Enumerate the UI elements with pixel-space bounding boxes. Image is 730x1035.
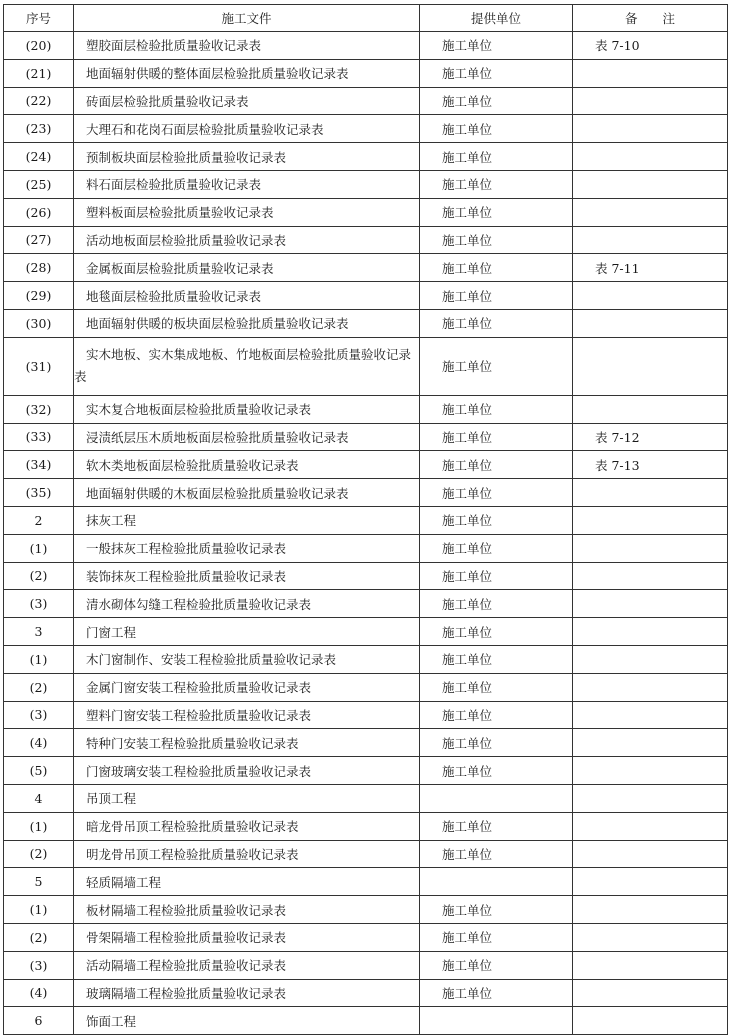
row-remarks (573, 282, 728, 310)
row-document: 地面辐射供暖的整体面层检验批质量验收记录表 (74, 59, 420, 87)
row-provider: 施工单位 (420, 896, 573, 924)
row-remarks (573, 198, 728, 226)
row-remarks (573, 170, 728, 198)
row-document: 木门窗制作、安装工程检验批质量验收记录表 (74, 645, 420, 673)
row-index: 3 (4, 618, 74, 646)
row-document: 明龙骨吊顶工程检验批质量验收记录表 (74, 840, 420, 868)
table-row (4, 757, 728, 785)
row-index: (33) (4, 423, 74, 451)
table-row (4, 868, 728, 896)
row-provider (420, 1007, 573, 1035)
row-document: 清水砌体勾缝工程检验批质量验收记录表 (74, 590, 420, 618)
table-row (4, 951, 728, 979)
row-remarks: 表 7-13 (573, 451, 728, 479)
row-remarks (573, 923, 728, 951)
row-index: (32) (4, 395, 74, 423)
row-remarks (573, 562, 728, 590)
table-row (4, 729, 728, 757)
table-row (4, 87, 728, 115)
row-document: 特种门安装工程检验批质量验收记录表 (74, 729, 420, 757)
row-document: 料石面层检验批质量验收记录表 (74, 170, 420, 198)
row-document: 门窗玻璃安装工程检验批质量验收记录表 (74, 757, 420, 785)
table-row (4, 784, 728, 812)
row-provider: 施工单位 (420, 590, 573, 618)
table-row (4, 590, 728, 618)
row-index: (31) (4, 337, 74, 395)
table-row (4, 645, 728, 673)
row-document: 活动地板面层检验批质量验收记录表 (74, 226, 420, 254)
table-row (4, 896, 728, 924)
row-remarks (573, 226, 728, 254)
row-document: 塑料板面层检验批质量验收记录表 (74, 198, 420, 226)
table-row (4, 254, 728, 282)
row-remarks (573, 115, 728, 143)
header-document: 施工文件 (74, 5, 420, 32)
row-document: 砖面层检验批质量验收记录表 (74, 87, 420, 115)
row-remarks (573, 645, 728, 673)
row-remarks (573, 951, 728, 979)
table-row (4, 1007, 728, 1035)
row-remarks (573, 534, 728, 562)
header-remarks: 备 注 (573, 5, 728, 32)
row-provider: 施工单位 (420, 115, 573, 143)
row-index: (1) (4, 645, 74, 673)
row-provider: 施工单位 (420, 337, 573, 395)
row-remarks (573, 757, 728, 785)
table-row (4, 59, 728, 87)
row-index: 2 (4, 506, 74, 534)
row-provider: 施工单位 (420, 423, 573, 451)
header-row (4, 5, 728, 32)
row-provider: 施工单位 (420, 32, 573, 60)
row-document: 软木类地板面层检验批质量验收记录表 (74, 451, 420, 479)
row-document: 活动隔墙工程检验批质量验收记录表 (74, 951, 420, 979)
row-remarks (573, 309, 728, 337)
row-provider: 施工单位 (420, 729, 573, 757)
row-index: (25) (4, 170, 74, 198)
row-remarks (573, 618, 728, 646)
row-document: 金属门窗安装工程检验批质量验收记录表 (74, 673, 420, 701)
row-remarks (573, 479, 728, 507)
row-provider (420, 784, 573, 812)
row-document: 地面辐射供暖的木板面层检验批质量验收记录表 (74, 479, 420, 507)
table-row (4, 115, 728, 143)
header-index: 序号 (4, 5, 74, 32)
row-index: (4) (4, 729, 74, 757)
row-index: (35) (4, 479, 74, 507)
table-row (4, 812, 728, 840)
table-row (4, 618, 728, 646)
row-document: 门窗工程 (74, 618, 420, 646)
table-row (4, 506, 728, 534)
table-row (4, 395, 728, 423)
row-index: (2) (4, 673, 74, 701)
row-remarks (573, 840, 728, 868)
row-document: 饰面工程 (74, 1007, 420, 1035)
row-provider: 施工单位 (420, 226, 573, 254)
table-row (4, 282, 728, 310)
row-remarks (573, 812, 728, 840)
row-remarks: 表 7-10 (573, 32, 728, 60)
row-document: 地面辐射供暖的板块面层检验批质量验收记录表 (74, 309, 420, 337)
row-remarks (573, 1007, 728, 1035)
table-row (4, 32, 728, 60)
row-document: 装饰抹灰工程检验批质量验收记录表 (74, 562, 420, 590)
row-provider: 施工单位 (420, 479, 573, 507)
table-row (4, 979, 728, 1007)
table-row (4, 143, 728, 171)
row-document: 轻质隔墙工程 (74, 868, 420, 896)
header-provider: 提供单位 (420, 5, 573, 32)
row-provider: 施工单位 (420, 534, 573, 562)
table-row (4, 170, 728, 198)
row-index: (2) (4, 840, 74, 868)
row-index: (27) (4, 226, 74, 254)
row-index: (1) (4, 812, 74, 840)
row-document: 塑胶面层检验批质量验收记录表 (74, 32, 420, 60)
row-index: (23) (4, 115, 74, 143)
row-index: 5 (4, 868, 74, 896)
row-index: (4) (4, 979, 74, 1007)
row-document: 金属板面层检验批质量验收记录表 (74, 254, 420, 282)
row-provider: 施工单位 (420, 59, 573, 87)
row-index: (26) (4, 198, 74, 226)
row-provider: 施工单位 (420, 701, 573, 729)
table-row (4, 423, 728, 451)
row-index: (29) (4, 282, 74, 310)
row-remarks (573, 896, 728, 924)
row-provider: 施工单位 (420, 840, 573, 868)
row-document: 板材隔墙工程检验批质量验收记录表 (74, 896, 420, 924)
row-provider: 施工单位 (420, 562, 573, 590)
row-remarks (573, 784, 728, 812)
row-remarks (573, 868, 728, 896)
row-remarks (573, 59, 728, 87)
row-provider: 施工单位 (420, 506, 573, 534)
table-row (4, 534, 728, 562)
table-row (4, 479, 728, 507)
row-remarks (573, 701, 728, 729)
row-provider: 施工单位 (420, 170, 573, 198)
row-document: 实木地板、实木集成地板、竹地板面层检验批质量验收记录表 (74, 337, 420, 395)
row-document: 暗龙骨吊顶工程检验批质量验收记录表 (74, 812, 420, 840)
row-index: (21) (4, 59, 74, 87)
table-row (4, 451, 728, 479)
row-index: 4 (4, 784, 74, 812)
row-provider: 施工单位 (420, 395, 573, 423)
row-remarks: 表 7-11 (573, 254, 728, 282)
row-index: 6 (4, 1007, 74, 1035)
construction-documents-table (3, 4, 728, 1035)
row-document: 骨架隔墙工程检验批质量验收记录表 (74, 923, 420, 951)
table-row (4, 701, 728, 729)
row-remarks (573, 87, 728, 115)
row-remarks (573, 673, 728, 701)
row-index: (22) (4, 87, 74, 115)
row-index: (1) (4, 896, 74, 924)
row-provider: 施工单位 (420, 198, 573, 226)
row-document: 预制板块面层检验批质量验收记录表 (74, 143, 420, 171)
row-provider: 施工单位 (420, 979, 573, 1007)
table-row (4, 923, 728, 951)
row-index: (30) (4, 309, 74, 337)
row-document: 一般抹灰工程检验批质量验收记录表 (74, 534, 420, 562)
table-row (4, 198, 728, 226)
table-row (4, 562, 728, 590)
row-index: (1) (4, 534, 74, 562)
row-provider: 施工单位 (420, 143, 573, 171)
row-index: (3) (4, 951, 74, 979)
row-provider: 施工单位 (420, 757, 573, 785)
row-document: 浸渍纸层压木质地板面层检验批质量验收记录表 (74, 423, 420, 451)
row-provider: 施工单位 (420, 812, 573, 840)
row-remarks (573, 337, 728, 395)
row-provider: 施工单位 (420, 673, 573, 701)
table-row (4, 309, 728, 337)
table-row (4, 226, 728, 254)
row-remarks (573, 506, 728, 534)
row-remarks: 表 7-12 (573, 423, 728, 451)
row-index: (24) (4, 143, 74, 171)
row-provider: 施工单位 (420, 645, 573, 673)
row-document: 塑料门窗安装工程检验批质量验收记录表 (74, 701, 420, 729)
row-remarks (573, 143, 728, 171)
table-row (4, 840, 728, 868)
row-document: 地毯面层检验批质量验收记录表 (74, 282, 420, 310)
row-provider: 施工单位 (420, 309, 573, 337)
row-provider: 施工单位 (420, 618, 573, 646)
row-index: (5) (4, 757, 74, 785)
row-document: 抹灰工程 (74, 506, 420, 534)
table-row (4, 673, 728, 701)
row-provider: 施工单位 (420, 254, 573, 282)
row-remarks (573, 590, 728, 618)
row-provider: 施工单位 (420, 951, 573, 979)
row-document: 大理石和花岗石面层检验批质量验收记录表 (74, 115, 420, 143)
row-index: (2) (4, 562, 74, 590)
row-index: (20) (4, 32, 74, 60)
row-remarks (573, 729, 728, 757)
row-index: (34) (4, 451, 74, 479)
row-remarks (573, 979, 728, 1007)
row-provider: 施工单位 (420, 87, 573, 115)
row-document: 玻璃隔墙工程检验批质量验收记录表 (74, 979, 420, 1007)
row-index: (3) (4, 701, 74, 729)
table-row (4, 337, 728, 395)
row-document: 吊顶工程 (74, 784, 420, 812)
row-provider: 施工单位 (420, 923, 573, 951)
row-provider (420, 868, 573, 896)
row-provider: 施工单位 (420, 282, 573, 310)
row-provider: 施工单位 (420, 451, 573, 479)
row-index: (2) (4, 923, 74, 951)
row-remarks (573, 395, 728, 423)
row-index: (28) (4, 254, 74, 282)
row-index: (3) (4, 590, 74, 618)
row-document: 实木复合地板面层检验批质量验收记录表 (74, 395, 420, 423)
